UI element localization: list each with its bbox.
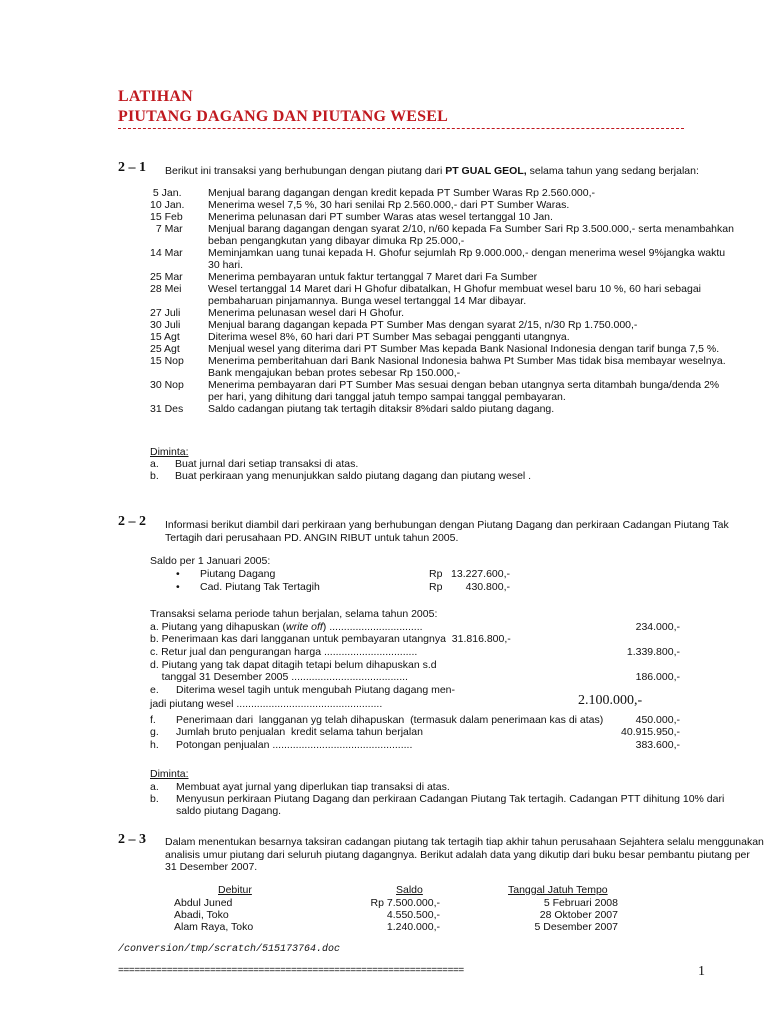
section-number-2-1: 2 – 1 — [118, 160, 146, 175]
saldo-title: Saldo per 1 Januari 2005: — [150, 555, 271, 567]
transaction-date: 7 Mar — [150, 223, 183, 235]
doc-title-latihan: LATIHAN — [118, 88, 193, 105]
item-text — [176, 726, 423, 738]
saldo-currency: Rp — [429, 581, 443, 593]
transaction-date: 25 Agt — [150, 343, 180, 355]
intro-text-c: selama tahun yang sedang berjalan: — [526, 165, 699, 177]
debitur-name: Alam Raya, Toko — [174, 921, 254, 933]
item-marker: h. — [150, 739, 159, 751]
transaction-date: 15 Nop — [150, 355, 184, 367]
section-number-2-2: 2 – 2 — [118, 514, 146, 529]
transaction-text: per hari, yang dihitung dari tanggal jatuh tempo sampai tanggal pembayaran. — [208, 391, 566, 403]
transaction-date: 31 Des — [150, 403, 184, 415]
saldo-currency: Rp — [429, 568, 443, 580]
intro-company: PT GUAL GEOL, — [445, 165, 527, 177]
item-text-tail: ) ................................ — [322, 621, 423, 633]
task-text: saldo piutang Dagang. — [176, 805, 282, 817]
column-header-debitur: Debitur — [218, 884, 252, 896]
column-header-tanggal: Tanggal Jatuh Tempo — [508, 884, 608, 896]
bullet: • — [176, 568, 180, 580]
task-text: Menyusun perkiraan Piutang Dagang dan perkiraan Cadangan Piutang Tak tertagih. Cadangan PTT dihitung 10% dari — [176, 793, 725, 805]
title-divider — [118, 128, 684, 129]
transaction-title-2-2: Transaksi selama periode tahun berjalan, selama tahun 2005: — [150, 608, 438, 620]
item-text — [150, 621, 423, 633]
item-text-main: b. Penerimaan kas dari langganan untuk pembayaran utangnya — [150, 633, 452, 645]
transaction-date: 5 Jan. — [150, 187, 182, 199]
transaction-text: Menerima pembayaran untuk faktur tertanggal 7 Maret dari Fa Sumber — [208, 271, 538, 283]
saldo-label: Cad. Piutang Tak Tertagih — [200, 581, 320, 593]
transaction-date: 28 Mei — [150, 283, 182, 295]
section-2-1-intro — [165, 165, 699, 177]
transaction-text: Menerima pemberitahuan dari Bank Nasional Indonesia bahwa Pt Sumber Mas tidak bisa membayar weselnya. — [208, 355, 726, 367]
task-marker: a. — [150, 458, 159, 470]
transaction-date: 25 Mar — [150, 271, 183, 283]
diminta-label-2-1: Diminta: — [150, 446, 189, 458]
item-marker: e. — [150, 684, 159, 696]
item-text — [176, 684, 455, 696]
diminta-label-2-2: Diminta: — [150, 768, 189, 780]
item-text — [150, 633, 511, 645]
item-text — [176, 739, 412, 751]
section-2-2-intro-line1: Informasi berikut diambil dari perkiraan yang berhubungan dengan Piutang Dagang dan perkiraan Cadangan Piutang Tak — [165, 519, 729, 531]
item-amount: 234.000,- — [635, 621, 680, 633]
task-marker: b. — [150, 793, 159, 805]
transaction-text: Meminjamkan uang tunai kepada H. Ghofur sejumlah Rp 9.000.000,- dengan menerima wesel 9%jangka waktu — [208, 247, 726, 259]
saldo-label: Piutang Dagang — [200, 568, 276, 580]
doc-title-topic: PIUTANG DAGANG DAN PIUTANG WESEL — [118, 108, 448, 125]
section-2-3-intro-line3: 31 Desember 2007. — [165, 861, 258, 873]
item-amount: 383.600,- — [635, 739, 680, 751]
debitur-name: Abdul Juned — [174, 897, 233, 909]
page-number: 1 — [698, 964, 705, 979]
saldo-amount: 430.800,- — [465, 581, 510, 593]
item-text — [176, 714, 603, 726]
debitur-due-date: 5 Februari 2008 — [543, 897, 618, 909]
task-text: Buat perkiraan yang menunjukkan saldo piutang dagang dan piutang wesel . — [175, 470, 532, 482]
section-number-2-3: 2 – 3 — [118, 832, 146, 847]
transaction-text: Menerima pelunasan wesel dari H Ghofur. — [208, 307, 405, 319]
debitur-saldo: 4.550.500,- — [386, 909, 440, 921]
item-text — [150, 698, 382, 710]
item-text-main: a. Piutang yang dihapuskan ( — [150, 621, 287, 633]
transaction-text: Menjual barang dagangan dengan kredit kepada PT Sumber Waras Rp 2.560.000,- — [208, 187, 596, 199]
item-text-main: Jumlah bruto penjualan kredit selama tahun berjalan — [176, 726, 423, 738]
transaction-date: 30 Juli — [150, 319, 181, 331]
transaction-text: 30 hari. — [208, 259, 244, 271]
transaction-date: 15 Agt — [150, 331, 180, 343]
file-path: /conversion/tmp/scratch/515173764.doc — [118, 944, 341, 955]
transaction-text: Menerima wesel 7,5 %, 30 hari senilai Rp 2.560.000,- dari PT Sumber Waras. — [208, 199, 570, 211]
item-text-main: Diterima wesel tagih untuk mengubah Piutang dagang men- — [176, 684, 456, 696]
item-text-main: jadi piutang wesel .................................................. — [150, 698, 383, 710]
transaction-text: pembaharuan pinjamannya. Bunga wesel tertanggal 14 Mar dibayar. — [208, 295, 527, 307]
transaction-text: Saldo cadangan piutang tak tertagih ditaksir 8%dari saldo piutang dagang. — [208, 403, 555, 415]
task-marker: a. — [150, 781, 159, 793]
item-text-main: Penerimaan dari langganan yg telah dihapuskan (termasuk dalam penerimaan kas di atas) — [176, 714, 604, 726]
debitur-due-date: 28 Oktober 2007 — [539, 909, 618, 921]
task-marker: b. — [150, 470, 159, 482]
transaction-date: 15 Feb — [150, 211, 183, 223]
debitur-name: Abadi, Toko — [174, 909, 229, 921]
item-amount: 1.339.800,- — [626, 646, 680, 658]
transaction-text: Wesel tertanggal 14 Maret dari H Ghofur dibatalkan, H Ghofur membuat wesel baru 10 %, 60 hari sebagai — [208, 283, 701, 295]
transaction-date: 10 Jan. — [150, 199, 185, 211]
column-header-saldo: Saldo — [396, 884, 423, 896]
transaction-text: Menjual barang dagangan kepada PT Sumber Mas dengan syarat 2/15, n/30 Rp 1.750.000,- — [208, 319, 638, 331]
section-2-3-intro-line1: Dalam menentukan besarnya taksiran cadangan piutang tak tertagih tiap akhir tahun perusahaan Sejahtera selalu menggunakan — [165, 836, 764, 848]
item-text-main: c. Retur jual dan pengurangan harga ................................ — [150, 646, 418, 658]
bullet: • — [176, 581, 180, 593]
transaction-text: Diterima wesel 8%, 60 hari dari PT Sumber Mas sebagai pengganti utangnya. — [208, 331, 570, 343]
saldo-amount: 13.227.600,- — [451, 568, 510, 580]
item-text — [150, 659, 437, 671]
section-2-3-intro-line2: analisis umur piutang dari seluruh piutang dagangnya. Berikut adalah data yang dikutip dari buku besar pembantu piutang per — [165, 849, 750, 861]
transaction-text: Menerima pelunasan dari PT sumber Waras atas wesel tertanggal 10 Jan. — [208, 211, 553, 223]
item-marker: f. — [150, 714, 156, 726]
item-text — [150, 671, 408, 683]
item-text — [150, 646, 417, 658]
item-amount: 40.915.950,- — [621, 726, 680, 738]
item-amount-large: 2.100.000,- — [578, 693, 643, 708]
transaction-date: 30 Nop — [150, 379, 184, 391]
item-text-italic: write off — [286, 621, 323, 633]
transaction-text: Menerima pembayaran dari PT Sumber Mas sesuai dengan beban utangnya serta ditambah bunga/denda 2% — [208, 379, 720, 391]
transaction-text: Bank mengajukan beban protes sebesar Rp 150.000,- — [208, 367, 461, 379]
task-text: Buat jurnal dari setiap transaksi di atas. — [175, 458, 359, 470]
item-amount: 186.000,- — [635, 671, 680, 683]
debitur-saldo: 1.240.000,- — [386, 921, 440, 933]
debitur-saldo: Rp 7.500.000,- — [370, 897, 440, 909]
item-marker: g. — [150, 726, 159, 738]
item-text-main: d. Piutang yang tak dapat ditagih tetapi belum dihapuskan s.d — [150, 659, 437, 671]
debitur-due-date: 5 Desember 2007 — [534, 921, 618, 933]
transaction-date: 27 Juli — [150, 307, 181, 319]
intro-text-a: Berikut ini transaksi yang berhubungan dengan piutang dari — [165, 165, 446, 177]
task-text: Membuat ayat jurnal yang diperlukan tiap transaksi di atas. — [176, 781, 450, 793]
transaction-text: Menjual wesel yang diterima dari PT Sumber Mas kepada Bank Nasional Indonesia dengan tarif bunga 7,5 %. — [208, 343, 720, 355]
item-amount: 450.000,- — [635, 714, 680, 726]
footer-rule: ================================================================ — [118, 966, 464, 977]
transaction-date: 14 Mar — [150, 247, 183, 259]
item-text-main: tanggal 31 Desember 2005 ........................................ — [150, 671, 408, 683]
transaction-text: Menjual barang dagangan dengan syarat 2/10, n/60 kepada Fa Sumber Sari Rp 3.500.000,- serta menambahkan — [208, 223, 734, 235]
transaction-text: beban pengangkutan yang dibayar dimuka Rp 25.000,- — [208, 235, 465, 247]
item-text-main: Potongan penjualan ................................................ — [176, 739, 413, 751]
item-amount-inline: 31.816.800,- — [451, 633, 511, 645]
section-2-2-intro-line2: Tertagih dari perusahaan PD. ANGIN RIBUT untuk tahun 2005. — [165, 532, 459, 544]
